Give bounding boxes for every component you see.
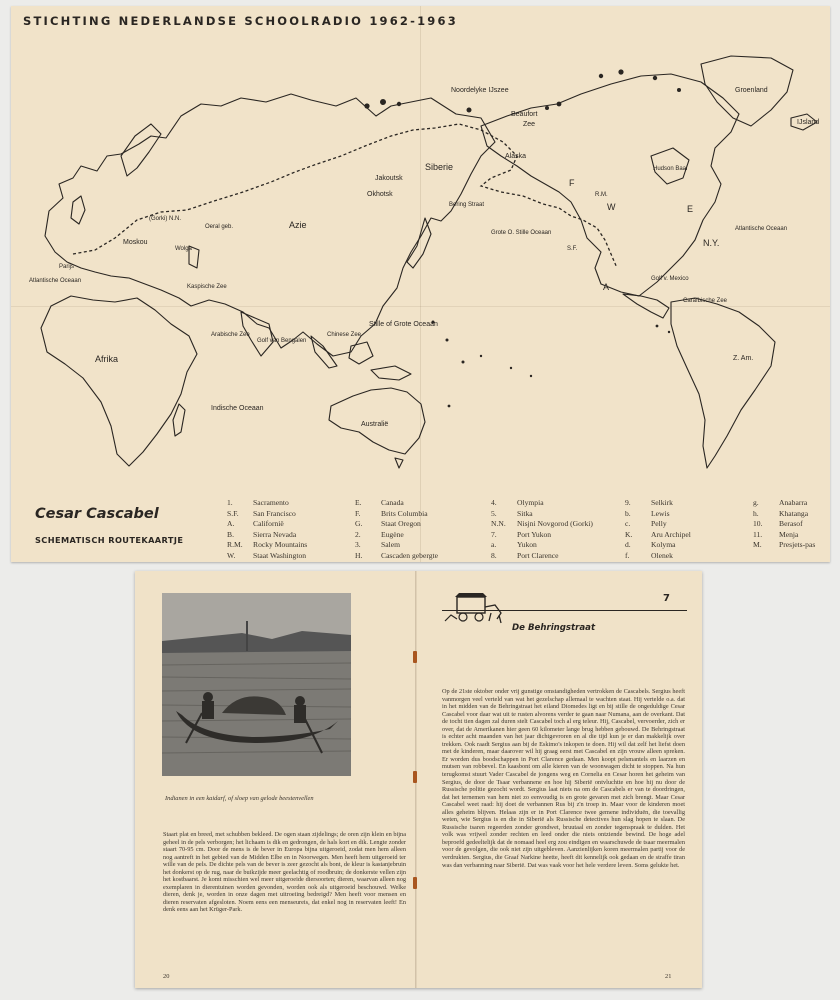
world-map bbox=[11, 6, 830, 496]
map-label-atlantische-oceaan-east: Atlantische Oceaan bbox=[735, 226, 788, 232]
map-label-afrika: Afrika bbox=[95, 354, 119, 364]
map-label-zee: Zee bbox=[523, 121, 536, 128]
chapter-number: 7 bbox=[663, 593, 670, 604]
map-label-kaspische-zee: Kaspische Zee bbox=[187, 284, 227, 290]
map-label-stille-grote-oceaan: Stille of Grote Oceaan bbox=[369, 321, 438, 328]
illustration-caption: Indianen in een kaidarf, of sloep van gelode beestenvellen bbox=[165, 795, 314, 802]
right-page-text: Op de 21ste oktober onder vrij gunstige omstandigheden vertrokken de Cascabels. Sergius heeft vanmorgen veel verteld van wat het gezelschap allemaal te wachten staat. Hij vertelde o.a. dat in het midden van de Behringstraat het eiland Diomedes ligt en bij stille de ongeduldige Cesar Cascabel voor daar wat uit te rusten alvorens verder te gaan naar Numana, aan de overkant. Dat de tocht tien dagen zal duren stelt Cascabel toch al erg teleur. Hij, Cascabel, vervoerder, zich er over, dat de Amerikanen hier geen 60 kilometer lange brug hebben gebouwd. De Behringstraat is echter acht maanden van het jaar dichtgevroren en al die tijd kun je er dan makkelijk over trekken. Ook raadt Sergius aan bij de Eskimo's inkopen te doen. Hij wil dat zelf het liefst doen met de kinderen, maar daarover wil hij graag eerst met Cascabel en zijn vrouw alleen spreken. Er worden dus boodschappen in Port Clarence gedaan. Men koopt pelsmantels en laarzen en mutsen van robbevel. En kaasbont om alle kieren van de woonwagen dicht te stoppen. Na hun terugkomst stuurt Vader Cascabel de jongens weg en Cornelia en Cesar horen het geheim van Sergius, de door de Tsaar verbannene en hoe hij Siberië ontvluchtte en hoe hij nu door de Russische politie gezocht wordt. Sergius laat niets na om de Cascabels er van te doordringen, dat het ternemen van hem niet zo eenvoudig is en grote gevaren met zich brengt. Maar Cesar Cascabel weet raad: hij doet de verbannen Rus bij z'n troep in. Maar voor de kinderen moet alles geheim blijven. Helaas zijn er in Port Clarence twee gemene individuën, die toevallig weten, wie Sergius is en die in Siberië als Russische detectives hun slag hopen te slaan. De Russische tsaren regeerden zonder grondwet, bruutaal en zonder tegenspraak te dulden. Het volk was vrijwel zonder rechten en leed onder die niets ontziende bewind. De hoge adel beproefd gedeeltelijk dat de nomaad heel erg zou eindigen en waarschuwde de tsaar meermalen voor de gevolgen, die ook niet zijn uitgebleven. Aanzienlijken koren meermalen partij voor de verdrukten. Sergius, die Graaf Narkine heette, heeft dit kennelijk ook gedaan en de straffe tiran was dan verbanning naar Siberië. Dat was vaak voor het hele verdere leven. Soms gelukte het. bbox=[442, 688, 685, 869]
map-label-chinese-zee: Chinese Zee bbox=[327, 332, 362, 338]
map-title: STICHTING NEDERLANDSE SCHOOLRADIO 1962-1963 bbox=[23, 14, 458, 28]
page-number-right: 21 bbox=[665, 973, 672, 980]
map-label-w: W bbox=[607, 202, 616, 212]
map-label-noordelijke-ijszee: Noordelyke IJszee bbox=[451, 87, 509, 94]
map-label-okhotsk: Okhotsk bbox=[367, 191, 393, 198]
map-label-z-am: Z. Am. bbox=[733, 355, 754, 362]
japan bbox=[407, 218, 431, 268]
map-label-e: E bbox=[687, 204, 694, 214]
map-label-australie: Australië bbox=[361, 421, 389, 428]
map-label-golf-mexico: Golf v. Mexico bbox=[651, 276, 689, 282]
map-label-sf: S.F. bbox=[567, 246, 578, 252]
madagascar bbox=[173, 404, 185, 436]
borneo bbox=[349, 342, 373, 364]
britain bbox=[71, 196, 85, 224]
route-line bbox=[73, 124, 617, 268]
map-label-azie: Azie bbox=[289, 220, 307, 230]
map-label-moskou: Moskou bbox=[123, 239, 148, 246]
chapter-rule bbox=[442, 610, 687, 611]
map-label-f: F bbox=[569, 178, 575, 188]
map-label-siberie: Siberie bbox=[425, 162, 454, 172]
tasmania bbox=[395, 458, 403, 468]
booklet-spread bbox=[135, 571, 702, 988]
map-label-grote-stille-oceaan: Grote O. Stille Oceaan bbox=[491, 230, 552, 236]
left-page-text: Staart plat en breed, met schubben bekleed. De ogen staan zijdelings; de oren zijn klein en bijna geheel in de pels verborgen; het lichaam is dik en gedrongen, de hals kort en dik. Lengte zonder staart 70-95 cm. Door de mens is de bever in Europa bijna uitgeroeid, zodat men hem alleen nog aantreft in het gebied van de Midden Elbe en in Noorwegen. Men heeft hem uitgeroeid ter wille van de pels. De dichte pels van de bever is zeer gezocht als bont, de kleur is kastanjebruin het donkerst op de rug, naar de buikzijde meer geelachtig of roodbruin; de donkerste vellen zijn het kostbaarst. Je komt misschien wel meer uitgeroeide diersoorten; dieren, waarvan alleen nog exemplaren in dierentuinen worden gevonden, worden ook als uitgeroeid beschouwd. Welke dieren, denk je, worden in onze dagen met uitroeiing bedreigd? Men heeft voor mensen en dieren reservaten afgesloten. Noem eens een menseureis, dat enkel nog in reservaten leeft! En denk eens aan het Krüger-Park. bbox=[163, 831, 406, 914]
africa-outline bbox=[41, 296, 197, 466]
map-label-rm: R.M. bbox=[595, 192, 608, 198]
map-label-wolga: Wolga bbox=[175, 246, 192, 252]
map-label-jakoutsk: Jakoutsk bbox=[375, 175, 403, 182]
brand-title: Cesar Cascabel bbox=[35, 506, 159, 522]
north-america-outline bbox=[481, 74, 739, 296]
staple bbox=[413, 651, 417, 663]
map-sheet bbox=[11, 6, 830, 562]
scandinavia bbox=[121, 124, 161, 176]
map-label-atlantische-oceaan-west: Atlantische Oceaan bbox=[29, 278, 82, 284]
map-label-alaska: Alaska bbox=[505, 153, 527, 160]
map-label-golf-bengalen: Golf van Bengalen bbox=[257, 338, 307, 344]
map-label-ny: N.Y. bbox=[703, 238, 720, 248]
map-label-parijs: Parijs bbox=[59, 264, 75, 270]
new-guinea bbox=[371, 366, 411, 380]
legend-column-1: 1. Sacramento S.F. San Francisco A. Californië B. Sierra Nevada R.M. Rocky Mountains W. Staat Washington bbox=[227, 498, 308, 560]
map-label-arabische-zee: Arabische Zee bbox=[211, 332, 250, 338]
canoe-illustration bbox=[162, 593, 351, 776]
map-label-bering-straat: Bering Straat bbox=[449, 202, 485, 208]
map-label-oeral: Oeral geb. bbox=[205, 224, 234, 230]
map-label-groenland: Groenland bbox=[735, 87, 768, 94]
map-label-caraibische-zee: Caraïbische Zee bbox=[683, 298, 728, 304]
south-america-outline bbox=[671, 298, 775, 468]
chapter-title: De Behringstraat bbox=[512, 623, 596, 633]
legend-column-5: g. Anabarra h. Khatanga 10. Berasof 11. Menja M. Presjets-pas bbox=[753, 498, 816, 550]
map-label-hudson-baai: Hudson Baai bbox=[653, 166, 688, 172]
sumatra bbox=[311, 336, 337, 368]
map-subtitle: SCHEMATISCH ROUTEKAARTJE bbox=[35, 535, 184, 545]
page-number-left: 20 bbox=[163, 973, 170, 980]
staple bbox=[413, 877, 417, 889]
map-label-ijsland: IJsland bbox=[797, 119, 820, 126]
staple bbox=[413, 771, 417, 783]
map-label-a: A bbox=[603, 282, 610, 292]
central-america bbox=[623, 294, 669, 318]
map-label-indische-oceaan: Indische Oceaan bbox=[211, 405, 264, 412]
legend-column-2: E. Canada F. Brits Columbia G. Staat Oregon 2. Eugène 3. Salem H. Cascaden gebergte bbox=[355, 498, 438, 560]
legend-column-4: 9. Selkirk b. Lewis c. Pelly K. Aru Archipel d. Kolyma f. Olenek bbox=[625, 498, 691, 560]
map-label-beaufort: Beaufort bbox=[511, 111, 538, 118]
map-label-gorki: (Gorki) N.N. bbox=[149, 216, 181, 222]
legend-column-3: 4. Olympia 5. Sitka N.N. Nisjni Novgorod (Gorki) 7. Port Yukon a. Yukon 8. Port Clarence bbox=[491, 498, 593, 560]
